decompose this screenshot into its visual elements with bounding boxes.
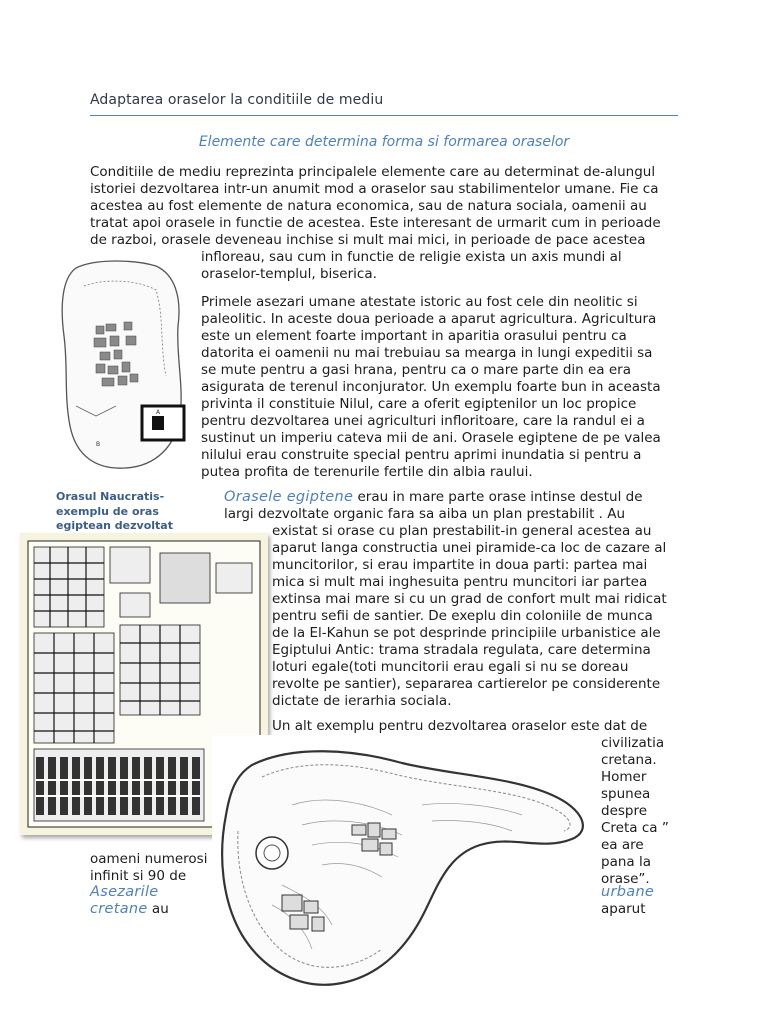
paragraph-1: Conditiile de mediu reprezinta principalele elemente care au determinat de-alungul istoriei dezvoltarea intr-un anumit mod a oraselor sau stabilimentelor umane. Fie ca acestea au fost elemente de natura economica, sau de natura sociala, oamenii au tratat apoi orasele in functie de acestea. Este interesant de urmarit cum in perioade de razboi, orasele deveneau inchise si mult mai mici, in perioade de pace acestea (90, 164, 661, 248)
section-heading: Elemente care determina forma si formarea oraselor (198, 134, 570, 150)
paragraph-4-left-column: oameni numerosi infinit si 90 de (90, 851, 208, 884)
naucratis-plan-figure (56, 256, 196, 474)
paragraph-3: existat si orase cu plan prestabilit-in general acestea au aparut langa constructia unei piramide-ca loc de cazare al muncitorilor, si erau impartite in doua parti: partea mai mica si mult mai inghesuita pentru muncitori iar partea extinsa mai mare si cu un grad de confort mult mai ridicat pentru sefii de santier. De exeplu din coloniile de munca de la El-Kahun se pot desprinde principiile urbanistice ale Egiptului Antic: trama stradala regulata, care determina loturi egale(toti muncitorii erau egali si nu se doreau revolte pe santier), separarea cartierelor pe considerente dictate de ierarhia sociala. (272, 523, 667, 709)
paragraph-3-head: Orasele egiptene erau in mare parte orase intinse destul de largi dezvoltate organic fara sa aiba un plan prestabilit . Au (224, 489, 643, 522)
paragraph-5-right: urbane aparut (601, 884, 655, 917)
header-divider (90, 115, 678, 116)
cretan-settlement-figure (212, 735, 598, 997)
paragraph-2: Primele asezari umane atestate istoric au fost cele din neolitic si paleolitic. In aceste doua perioade a aparut agricultura. Agricultura este un element foarte important in aparitia orasului pentru ca datorita ei oamenii nu mai trebuiau sa mearga in lungi expeditii sa se mute pentru a gasi hrana, pentru ca o mare parte din ea era asigurata de terenul inconjurator. Un exemplu foarte bun in aceasta privinta il constituie Nilul, care a oferit egiptenilor un loc propice pentru dezvoltarea unei agriculturi infloritoare, care la randul ei a sustinut un imperiu cateva mii de ani. Orasele egiptene de pe valea nilului erau construite special pentru aprimi inundatia si pentru a putea profita de terenurile fertile din albia raului. (201, 294, 661, 480)
emphasis-orasele-egiptene: Orasele egiptene (224, 489, 354, 505)
paragraph-4-line1: Un alt exemplu pentru dezvoltarea oraselor este dat de (272, 718, 648, 734)
figure-caption: Orasul Naucratis-exemplu de oras egiptean dezvoltat (56, 490, 173, 532)
emphasis-cretane: cretane (90, 901, 148, 917)
paragraph-5-left: Asezarile cretane au (90, 884, 169, 917)
paragraph-4-right-column: civilizatia cretana. Homer spunea despre Creta ca ” ea are pana la orase”. (601, 735, 669, 887)
document-header: Adaptarea oraselor la conditiile de mediu (90, 92, 384, 108)
paragraph-1-tail: infloreau, sau cum in functie de religie exista un axis mundi al oraselor-templul, biserica. (201, 249, 622, 282)
svg-text:A: A (156, 409, 161, 416)
emphasis-urbane: urbane (601, 884, 655, 900)
emphasis-asezarile: Asezarile (90, 884, 159, 900)
svg-text:B: B (96, 441, 101, 448)
